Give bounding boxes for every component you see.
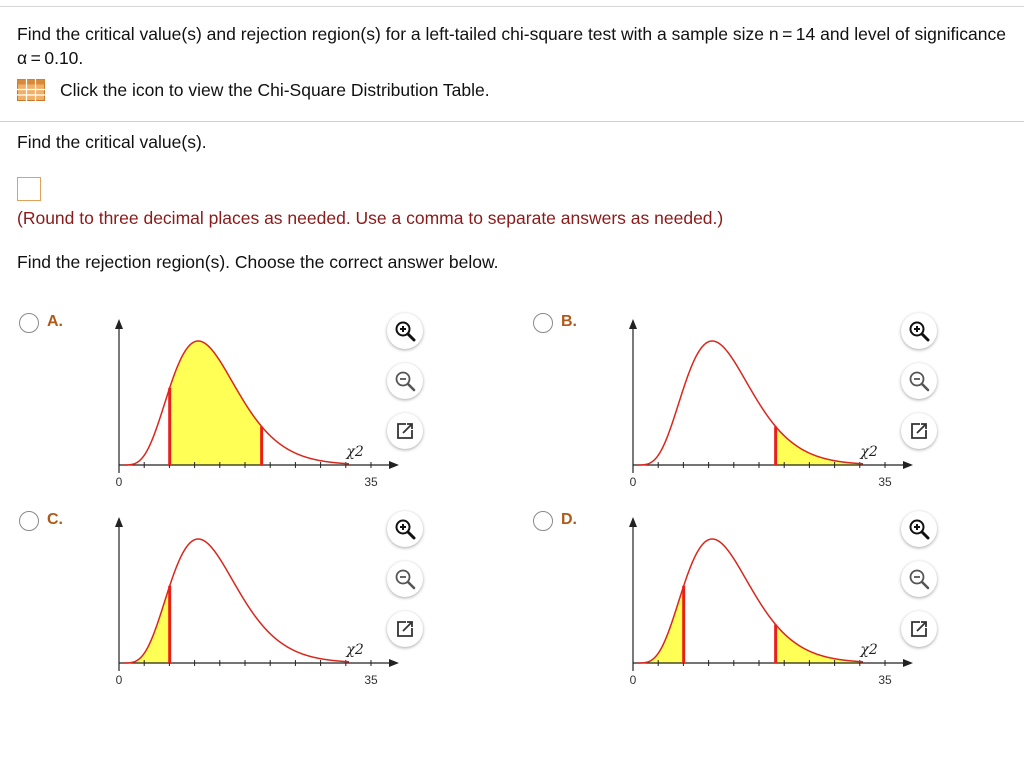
- option-d-radio[interactable]: [533, 511, 553, 531]
- option-b-x-start-label: 0: [629, 475, 637, 489]
- option-a-radio[interactable]: [19, 313, 39, 333]
- option-b-axis-label: χ2: [860, 444, 878, 460]
- zoom-out-icon[interactable]: [908, 370, 930, 392]
- zoom-in-icon[interactable]: [908, 518, 930, 540]
- option-a-shaded-region: [170, 341, 262, 465]
- zoom-out-icon[interactable]: [394, 370, 416, 392]
- option-d-letter[interactable]: D.: [561, 511, 577, 528]
- option-d-x-end-label: 35: [878, 673, 892, 687]
- option-b-y-arrow: [629, 319, 637, 329]
- option-d: [533, 511, 1024, 711]
- option-c-tools: [387, 511, 427, 671]
- option-a: [19, 313, 519, 513]
- option-b-zoom-out-button[interactable]: [901, 363, 937, 399]
- option-d-shaded-region: [637, 586, 683, 663]
- part1-hint: (Round to three decimal places as needed. Use a comma to separate answers as needed.): [17, 208, 724, 228]
- option-d-tools: [901, 511, 941, 671]
- option-c-y-arrow: [115, 517, 123, 527]
- table-icon[interactable]: [17, 79, 45, 101]
- zoom-in-icon[interactable]: [908, 320, 930, 342]
- option-c: [19, 511, 519, 711]
- option-b-radio[interactable]: [533, 313, 553, 333]
- option-d-axis-label: χ2: [860, 642, 878, 658]
- option-b-letter[interactable]: B.: [561, 313, 577, 330]
- section-divider: [0, 121, 1024, 122]
- option-b-shaded-region: [776, 427, 864, 465]
- option-c-zoom-in-button[interactable]: [387, 511, 423, 547]
- option-d-zoom-out-button[interactable]: [901, 561, 937, 597]
- zoom-in-icon[interactable]: [394, 320, 416, 342]
- critical-value-input[interactable]: [17, 177, 41, 201]
- option-a-x-start-label: 0: [115, 475, 123, 489]
- option-c-zoom-out-button[interactable]: [387, 561, 423, 597]
- option-a-zoom-in-button[interactable]: [387, 313, 423, 349]
- chi-square-table-link[interactable]: [17, 78, 490, 102]
- top-divider: [0, 6, 1024, 7]
- option-d-popout-button[interactable]: [901, 611, 937, 647]
- option-c-graph: [89, 511, 409, 691]
- option-a-letter[interactable]: A.: [47, 313, 63, 330]
- option-d-graph: [603, 511, 923, 691]
- option-c-shaded-region: [123, 586, 169, 663]
- option-b-curve: [637, 341, 863, 465]
- option-c-letter[interactable]: C.: [47, 511, 63, 528]
- option-b-tools: [901, 313, 941, 473]
- question-text: Find the critical value(s) and rejection region(s) for a left-tailed chi-square test with a sample size n = 14 and level of significance α = 0.10.: [17, 24, 1006, 68]
- option-d-zoom-in-button[interactable]: [901, 511, 937, 547]
- option-c-x-start-label: 0: [115, 673, 123, 687]
- option-a-x-end-label: 35: [364, 475, 378, 489]
- zoom-out-icon[interactable]: [394, 568, 416, 590]
- option-c-radio[interactable]: [19, 511, 39, 531]
- option-b-popout-button[interactable]: [901, 413, 937, 449]
- option-d-x-start-label: 0: [629, 673, 637, 687]
- option-c-x-end-label: 35: [364, 673, 378, 687]
- option-a-axis-label: χ2: [346, 444, 364, 460]
- option-a-graph: [89, 313, 409, 493]
- option-b: [533, 313, 1024, 513]
- option-a-popout-button[interactable]: [387, 413, 423, 449]
- part2-prompt: Find the rejection region(s). Choose the correct answer below.: [17, 252, 499, 272]
- option-b-zoom-in-button[interactable]: [901, 313, 937, 349]
- zoom-out-icon[interactable]: [908, 568, 930, 590]
- zoom-in-icon[interactable]: [394, 518, 416, 540]
- option-d-shaded-region: [776, 625, 864, 663]
- option-a-y-arrow: [115, 319, 123, 329]
- option-c-popout-button[interactable]: [387, 611, 423, 647]
- option-c-axis-label: χ2: [346, 642, 364, 658]
- part1-prompt: Find the critical value(s).: [17, 132, 207, 152]
- option-a-tools: [387, 313, 427, 473]
- option-a-zoom-out-button[interactable]: [387, 363, 423, 399]
- table-link-label[interactable]: Click the icon to view the Chi-Square Distribution Table.: [60, 79, 490, 100]
- option-d-y-arrow: [629, 517, 637, 527]
- option-b-graph: [603, 313, 923, 493]
- popout-icon[interactable]: [908, 420, 930, 442]
- popout-icon[interactable]: [394, 618, 416, 640]
- popout-icon[interactable]: [394, 420, 416, 442]
- popout-icon[interactable]: [908, 618, 930, 640]
- option-b-x-end-label: 35: [878, 475, 892, 489]
